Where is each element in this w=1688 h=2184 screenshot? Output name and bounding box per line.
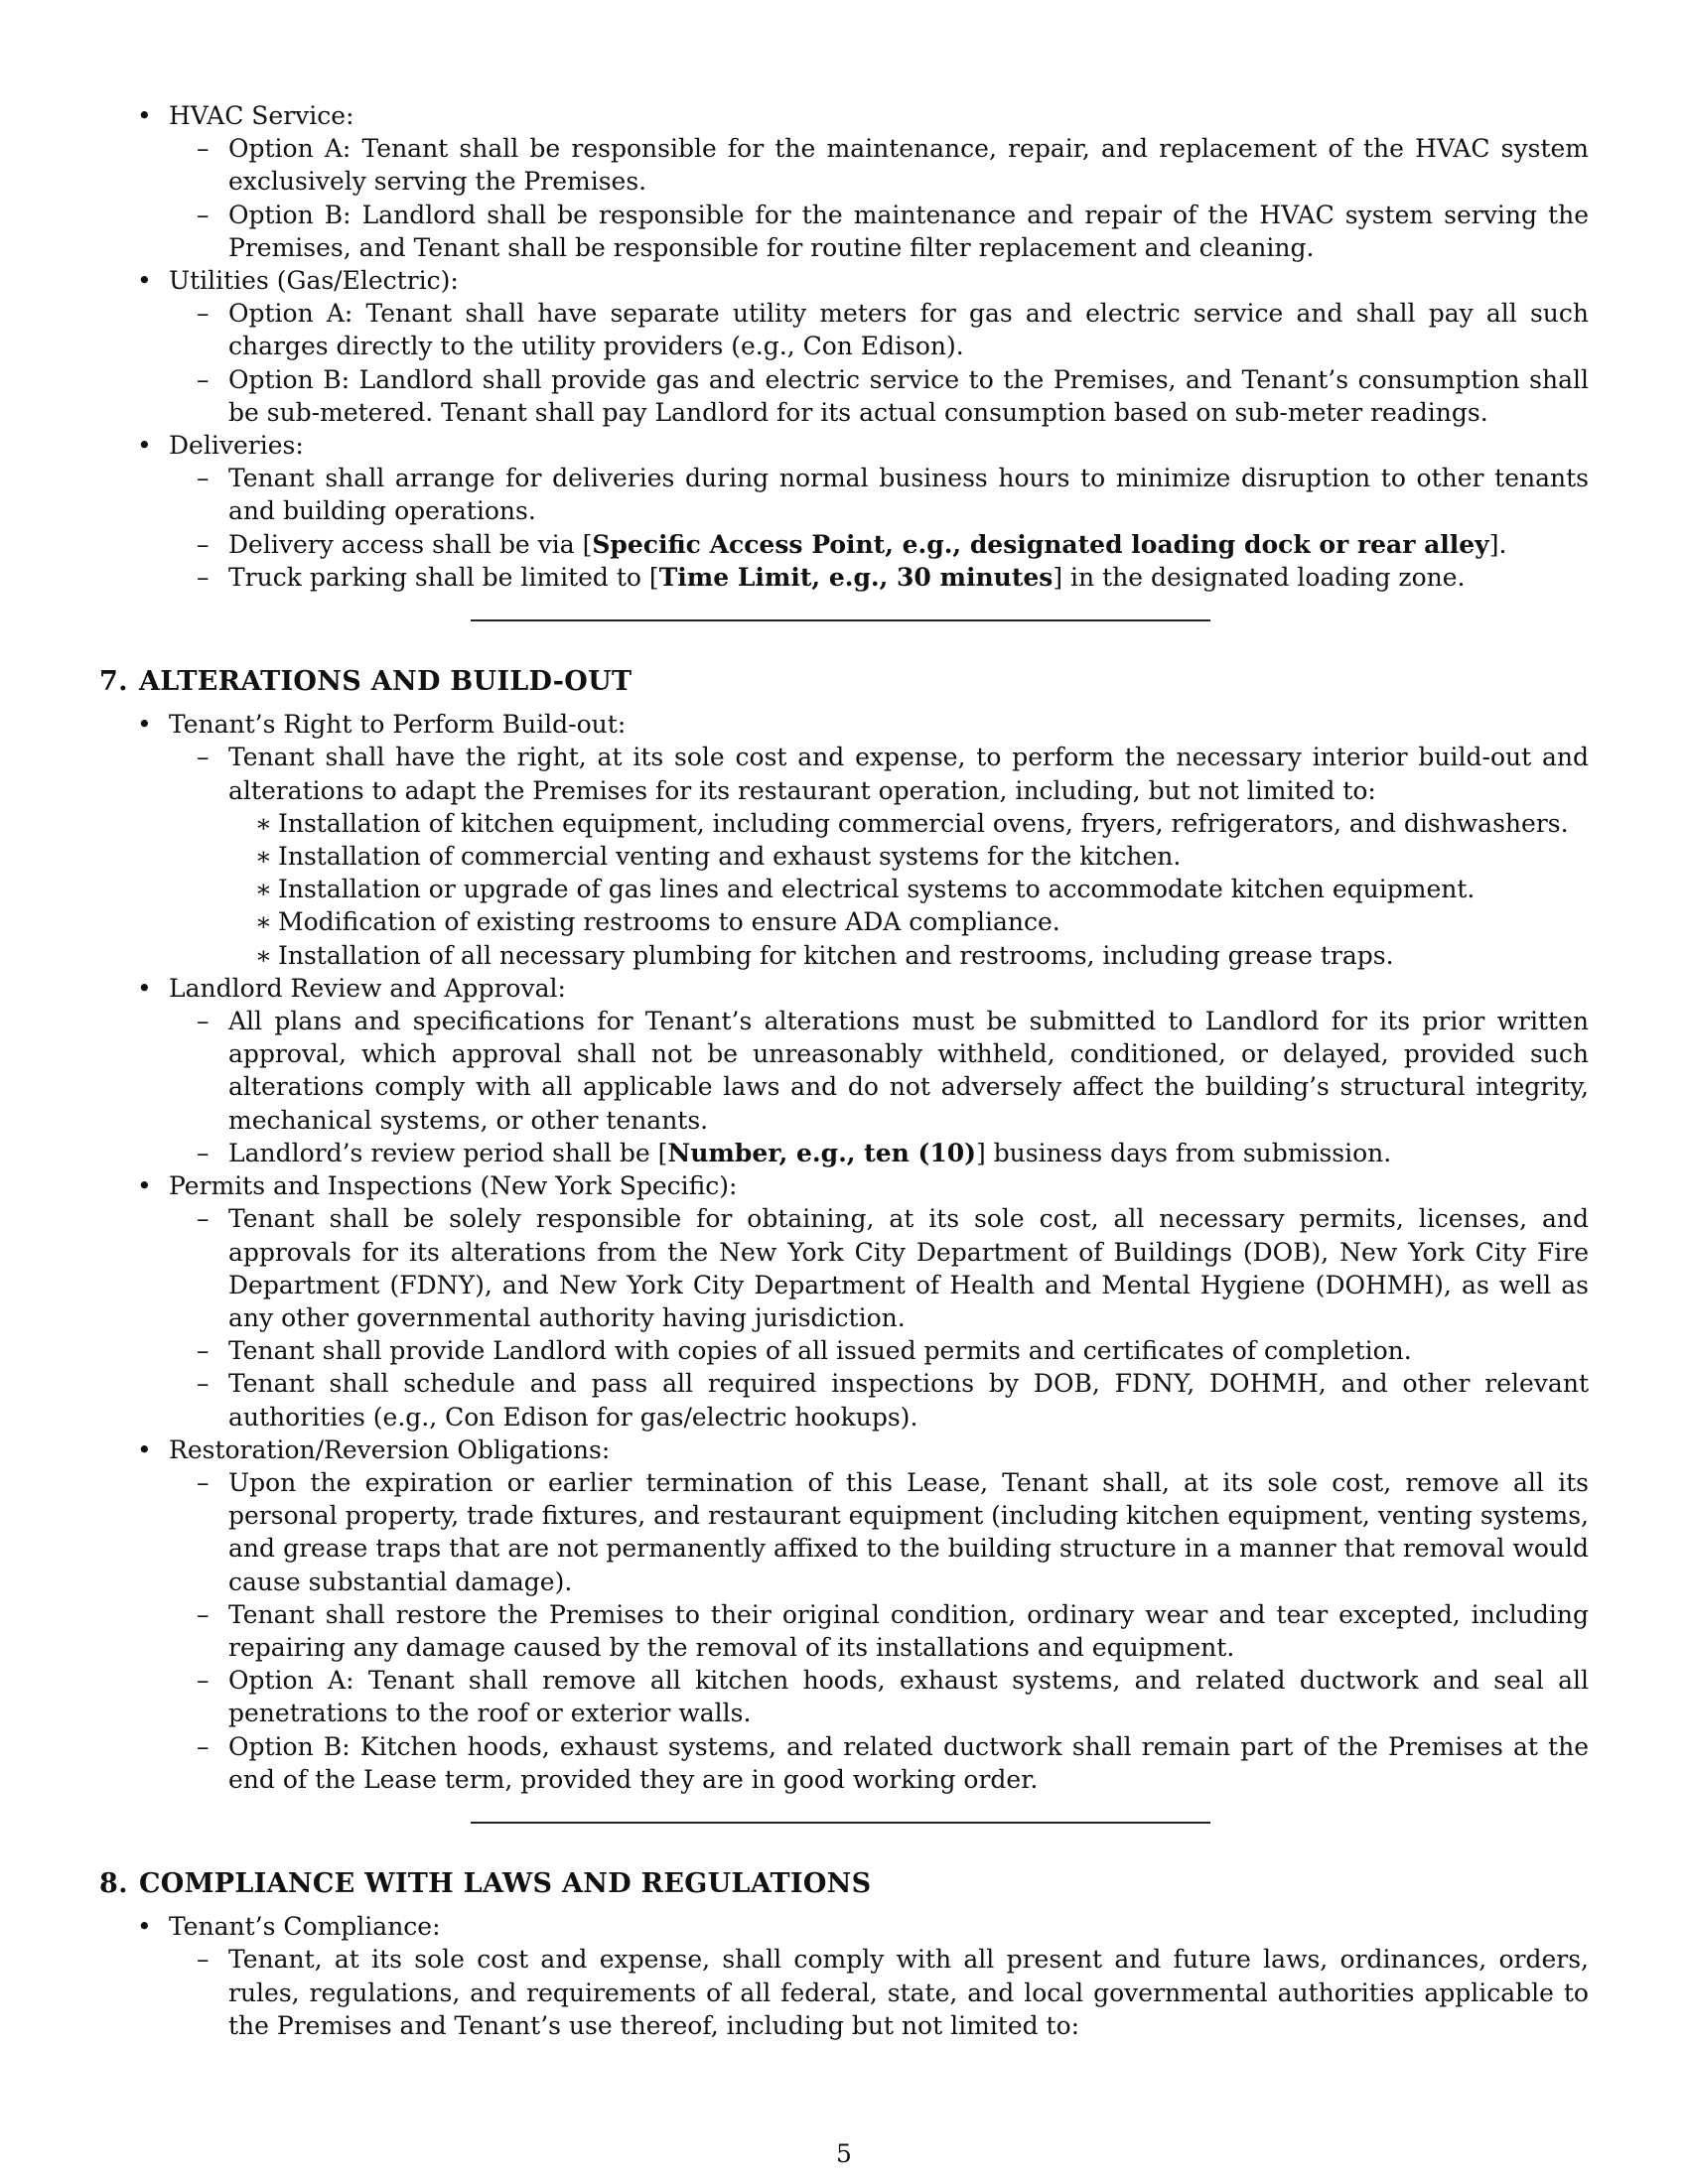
buildout-item-plumbing: ∗ Installation of all necessary plumbing for kitchen and restrooms, including grease traps. [228, 939, 1589, 972]
truck-parking-pre: Truck parking shall be limited to [ [228, 562, 659, 592]
deliveries-truck-parking [169, 561, 1589, 594]
buildout-item [99, 708, 1589, 972]
review-item [99, 972, 1589, 1169]
restoration-label: Restoration/Reversion Obligations: [169, 1434, 611, 1464]
services-list [99, 99, 1589, 594]
review-period-placeholder: Number, e.g., ten (10) [667, 1138, 976, 1167]
hvac-service-item [99, 99, 1589, 264]
deliveries-access [169, 528, 1589, 561]
review-period-post: ] business days from submission. [975, 1138, 1392, 1167]
section-8-number: 8. [99, 1867, 128, 1899]
deliveries-label: Deliveries: [169, 431, 304, 461]
review-label: Landlord Review and Approval: [169, 973, 566, 1003]
buildout-items-list [228, 807, 1589, 972]
deliveries-access-post: ]. [1488, 529, 1507, 559]
review-sublist [169, 1005, 1589, 1169]
buildout-right [169, 741, 1589, 971]
truck-parking-post: ] in the designated loading zone. [1053, 562, 1466, 592]
compliance-item [99, 1910, 1589, 2042]
utilities-option-b: – Option B: Landlord shall provide gas and electric service to the Premises, and Tenant’s consumption shall be sub-metered. Tenant shall pay Landlord for its actual consumption based on sub-meter readings. [169, 363, 1589, 429]
utilities-label: Utilities (Gas/Electric): [169, 266, 459, 296]
restoration-removal: – Upon the expiration or earlier termination of this Lease, Tenant shall, at its sole cost, remove all its personal property, trade fixtures, and restaurant equipment (including kitchen equipment, venting systems, and grease traps that are not permanently affixed to the building structure in a manner that removal would cause substantial damage). [169, 1466, 1589, 1598]
buildout-sublist [169, 741, 1589, 971]
buildout-item-restrooms: ∗ Modification of existing restrooms to ensure ADA compliance. [228, 905, 1589, 938]
compliance-laws: – Tenant, at its sole cost and expense, shall comply with all present and future laws, ordinances, orders, rules, regulations, and requirements of all federal, state, and local governmental authorities applicable to the Premises and Tenant’s use thereof, including but not limited to: [169, 1943, 1589, 2042]
review-approval: – All plans and specifications for Tenant’s alterations must be submitted to Landlord for its prior written approval, which approval shall not be unreasonably withheld, conditioned, or delayed, provided such alterations comply with all applicable laws and do not adversely affect the building’s structural integrity, mechanical systems, or other tenants. [169, 1005, 1589, 1137]
deliveries-item [99, 429, 1589, 594]
permits-inspections: – Tenant shall schedule and pass all required inspections by DOB, FDNY, DOHMH, and other relevant authorities (e.g., Con Edison for gas/electric hookups). [169, 1367, 1589, 1433]
section-8-list [99, 1910, 1589, 2042]
truck-parking-placeholder: Time Limit, e.g., 30 minutes [658, 562, 1054, 592]
section-8-heading [99, 1867, 1589, 1900]
section-7-heading [99, 665, 1589, 698]
hvac-option-a: – Option A: Tenant shall be responsible for the maintenance, repair, and replacement of the HVAC system exclusively serving the Premises. [169, 132, 1589, 198]
buildout-text: – Tenant shall have the right, at its sole cost and expense, to perform the necessary interior build-out and alterations to adapt the Premises for its restaurant operation, including, but not limited to: [228, 743, 1589, 805]
utilities-option-a: – Option A: Tenant shall have separate utility meters for gas and electric service and shall pay all such charges directly to the utility providers (e.g., Con Edison). [169, 297, 1589, 362]
permits-item [99, 1169, 1589, 1433]
hvac-options-list [169, 132, 1589, 264]
section-7-title: ALTERATIONS AND BUILD-OUT [139, 666, 633, 698]
page-number: 5 [836, 2139, 852, 2168]
buildout-label: Tenant’s Right to Perform Build-out: [169, 710, 627, 740]
page-content [99, 99, 1589, 2042]
permits-obtaining: – Tenant shall be solely responsible for obtaining, at its sole cost, all necessary permits, licenses, and approvals for its alterations from the New York City Department of Buildings (DOB), New York City Fire Department (FDNY), and New York City Department of Health and Mental Hygiene (DOHMH), as well as any other governmental authority having jurisdiction. [169, 1202, 1589, 1334]
restoration-sublist [169, 1466, 1589, 1796]
hvac-option-b: – Option B: Landlord shall be responsible for the maintenance and repair of the HVAC system serving the Premises, and Tenant shall be responsible for routine filter replacement and cleaning. [169, 199, 1589, 264]
restoration-option-b: – Option B: Kitchen hoods, exhaust systems, and related ductwork shall remain part of the Premises at the end of the Lease term, provided they are in good working order. [169, 1730, 1589, 1796]
restoration-item [99, 1433, 1589, 1796]
hvac-service-label: HVAC Service: [169, 101, 354, 130]
permits-copies: – Tenant shall provide Landlord with copies of all issued permits and certificates of completion. [169, 1334, 1589, 1367]
deliveries-list [169, 462, 1589, 594]
section-divider [471, 1822, 1210, 1824]
section-divider [471, 619, 1210, 621]
deliveries-hours: – Tenant shall arrange for deliveries during normal business hours to minimize disruption to other tenants and building operations. [169, 462, 1589, 527]
review-period-pre: Landlord’s review period shall be [ [228, 1138, 668, 1167]
compliance-label: Tenant’s Compliance: [169, 1912, 441, 1942]
section-8-title: COMPLIANCE WITH LAWS AND REGULATIONS [139, 1867, 872, 1899]
section-7-list [99, 708, 1589, 1796]
section-7-number: 7. [99, 666, 128, 698]
utilities-item [99, 264, 1589, 429]
utilities-options-list [169, 297, 1589, 429]
compliance-sublist [169, 1943, 1589, 2042]
buildout-item-gas-electrical: ∗ Installation or upgrade of gas lines and electrical systems to accommodate kitchen equipment. [228, 873, 1589, 905]
buildout-item-kitchen-equipment: ∗ Installation of kitchen equipment, including commercial ovens, fryers, refrigerators, and dishwashers. [228, 807, 1589, 840]
restoration-restore: – Tenant shall restore the Premises to their original condition, ordinary wear and tear excepted, including repairing any damage caused by the removal of its installations and equipment. [169, 1598, 1589, 1664]
buildout-item-venting: ∗ Installation of commercial venting and exhaust systems for the kitchen. [228, 840, 1589, 873]
review-period [169, 1137, 1589, 1169]
permits-label: Permits and Inspections (New York Specific): [169, 1171, 738, 1201]
permits-sublist [169, 1202, 1589, 1433]
restoration-option-a: – Option A: Tenant shall remove all kitchen hoods, exhaust systems, and related ductwork and seal all penetrations to the roof or exterior walls. [169, 1664, 1589, 1729]
deliveries-access-placeholder: Specific Access Point, e.g., designated loading dock or rear alley [592, 529, 1489, 559]
deliveries-access-pre: Delivery access shall be via [ [228, 529, 593, 559]
